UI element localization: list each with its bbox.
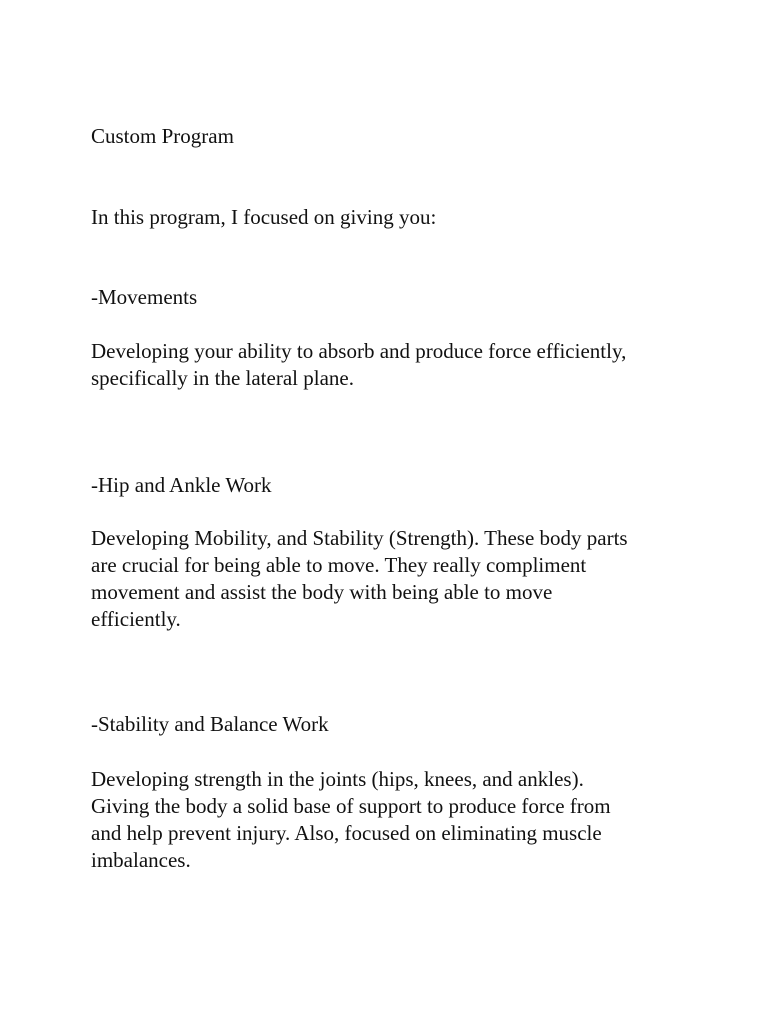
- body-line: Developing Mobility, and Stability (Strength). These body parts: [91, 526, 628, 550]
- section-body-movements: [91, 338, 626, 392]
- section-body-stability-balance: [91, 766, 611, 874]
- body-line: Developing your ability to absorb and produce force efficiently,: [91, 339, 627, 363]
- body-line: imbalances.: [91, 848, 191, 872]
- intro-text: In this program, I focused on giving you:: [91, 205, 437, 229]
- body-line: specifically in the lateral plane.: [91, 366, 354, 390]
- section-heading-stability-balance: -Stability and Balance Work: [91, 712, 329, 736]
- body-line: efficiently.: [91, 607, 181, 631]
- document-title: Custom Program: [91, 124, 234, 148]
- body-line: and help prevent injury. Also, focused on eliminating muscle: [91, 821, 602, 845]
- body-line: Giving the body a solid base of support to produce force from: [91, 794, 611, 818]
- section-heading-hip-ankle: -Hip and Ankle Work: [91, 473, 272, 497]
- body-line: are crucial for being able to move. They really compliment: [91, 553, 587, 577]
- section-body-hip-ankle: [91, 525, 628, 633]
- body-line: Developing strength in the joints (hips, knees, and ankles).: [91, 767, 584, 791]
- section-heading-movements: -Movements: [91, 285, 198, 309]
- body-line: movement and assist the body with being able to move: [91, 580, 553, 604]
